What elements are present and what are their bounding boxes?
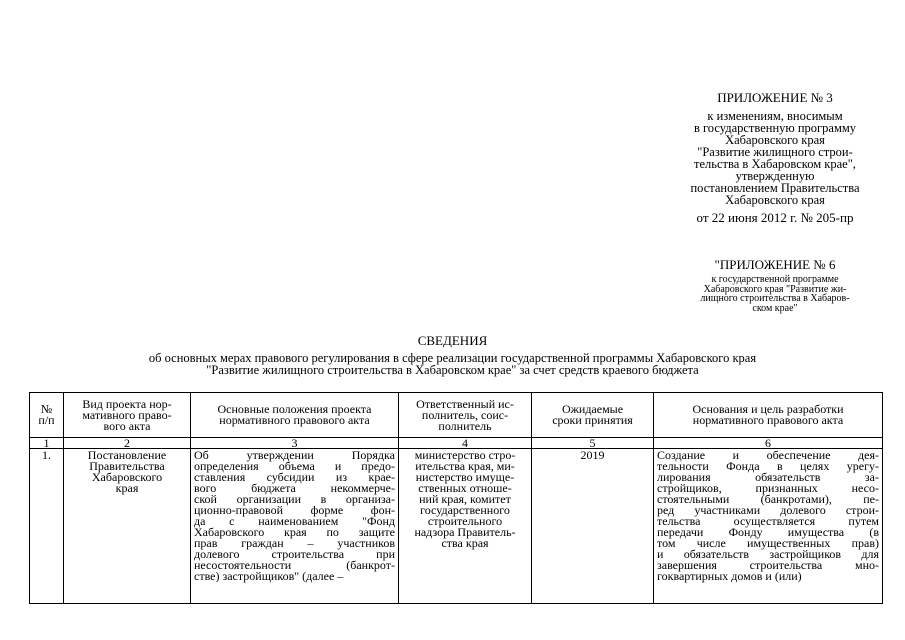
cell-line: стройщиков, признанных несо-	[657, 481, 879, 495]
heading-line: "Развитие жилищного строительства в Хабаровском крае" за счет средств краевого бюджета	[206, 363, 699, 377]
heading-line: об основных мерах правового регулирования в сфере реализации государственной программы Хабаровского края	[148, 351, 757, 365]
cell-line: стве) застройщиков" (далее –	[194, 569, 344, 583]
column-number: 4	[399, 438, 532, 449]
cell-line: лирования обязательств за-	[657, 470, 879, 484]
cell-line: ства края	[441, 536, 489, 550]
cell-line: ционно-правовой форме фон-	[194, 503, 395, 517]
row-responsible	[399, 449, 532, 604]
cell-line: Создание и обеспечение дея-	[657, 448, 879, 462]
appendix-line: в государственную программу	[693, 121, 857, 135]
heading-title: СВЕДЕНИЯ	[417, 333, 488, 348]
table-header-row	[30, 393, 883, 438]
cell-line: ред участниками долевого строи-	[657, 503, 879, 517]
cell-line: прав граждан – участников	[194, 536, 395, 550]
appendix-block	[680, 92, 870, 224]
cell-line: нистерство имуще-	[415, 470, 515, 484]
cell-line: надзора Правитель-	[414, 525, 516, 539]
cell-line: Постановление	[87, 448, 167, 462]
cell-line: стоятельными (банкротами), пе-	[657, 492, 879, 506]
appendix2-block	[680, 257, 870, 313]
cell-line: и обязательств застройщиков для	[657, 547, 879, 561]
cell-line: том числе имущественных прав)	[657, 536, 879, 550]
row-term: 2019	[532, 449, 654, 604]
column-number: 6	[654, 438, 883, 449]
document-heading	[0, 333, 905, 376]
cell-line: Хабаровского	[91, 470, 163, 484]
header-line: п/п	[38, 413, 55, 427]
cell-line: Об утверждении Порядка	[194, 448, 395, 462]
appendix-date: от 22 июня 2012 г. № 205-пр	[696, 210, 854, 225]
header-line: сроки принятия	[552, 413, 633, 427]
cell-line: тельства осуществляется путем	[657, 514, 879, 528]
column-number: 1	[30, 438, 64, 449]
appendix-title: ПРИЛОЖЕНИЕ № 3	[717, 90, 833, 105]
header-basis	[654, 393, 883, 438]
cell-line: ской организации в организа-	[194, 492, 395, 506]
cell-line: ственных отноше-	[418, 481, 512, 495]
cell-line: Хабаровского края по защите	[194, 525, 395, 539]
cell-line: завершения строительства мно-	[657, 558, 879, 572]
appendix2-line: Хабаровского края "Развитие жи-	[703, 283, 847, 295]
row-number: 1.	[30, 449, 64, 604]
appendix2-line: лищного строительства в Хабаров-	[700, 293, 850, 304]
header-terms	[532, 393, 654, 438]
appendix2-line: ском крае"	[752, 302, 798, 314]
header-line: вого акта	[103, 418, 151, 433]
appendix-line: "Развитие жилищного строи-	[697, 145, 853, 159]
table-row	[30, 449, 883, 604]
cell-line: передачи Фонду имущества (в	[657, 525, 879, 539]
cell-line: края	[115, 481, 139, 495]
header-line: нормативного правового акта	[692, 413, 844, 427]
appendix-line: утвержденную	[735, 169, 815, 183]
cell-line: ний края, комитет	[419, 492, 511, 506]
header-responsible	[399, 393, 532, 438]
appendix-line: к изменениям, вносимым	[707, 109, 843, 123]
header-line: Вид проекта нор-	[82, 396, 172, 411]
appendix-line: Хабаровского края	[725, 133, 825, 147]
cell-line: гоквартирных домов и (или)	[657, 569, 802, 583]
appendix-line: Хабаровского края	[725, 193, 825, 207]
column-number: 2	[64, 438, 191, 449]
header-line: Основания и цель разработки	[692, 402, 844, 416]
cell-line: вого бюджета некоммерче-	[194, 481, 395, 495]
cell-line: строительного	[427, 514, 503, 528]
cell-line: да с наименованием "Фонд	[194, 514, 395, 528]
column-number: 3	[191, 438, 399, 449]
cell-line: определения объема и предо-	[194, 459, 395, 473]
header-line: №	[40, 402, 53, 416]
cell-line: ительства края, ми-	[415, 459, 515, 473]
header-line: мативного право-	[82, 407, 172, 422]
column-number: 5	[532, 438, 654, 449]
header-line: Ожидаемые	[561, 402, 624, 416]
row-act-type	[64, 449, 191, 604]
cell-line: тельности Фонда в целях урегу-	[657, 459, 879, 473]
row-provisions	[191, 449, 399, 604]
cell-line: несостоятельности (банкрот-	[194, 558, 395, 572]
header-line: нормативного правового акта	[219, 413, 370, 427]
cell-line: министерство стро-	[414, 448, 516, 462]
appendix-line: постановлением Правительства	[690, 181, 860, 195]
header-number	[30, 393, 64, 438]
cell-line: ставления субсидии из крае-	[194, 470, 395, 484]
measures-table	[29, 392, 883, 604]
header-act-type	[64, 393, 191, 438]
cell-line: долевого строительства при	[194, 547, 395, 561]
header-provisions	[191, 393, 399, 438]
appendix2-title: "ПРИЛОЖЕНИЕ № 6	[714, 257, 836, 272]
appendix2-line: к государственной программе	[711, 274, 839, 285]
header-line: Ответственный ис-	[416, 396, 514, 411]
row-basis	[654, 449, 883, 604]
appendix-line: тельства в Хабаровском крае",	[694, 157, 856, 171]
header-line: полнитель	[438, 418, 492, 433]
cell-line: Правительства	[89, 459, 165, 473]
cell-line: государственного	[420, 503, 510, 517]
header-line: Основные положения проекта	[217, 402, 372, 416]
header-line: полнитель, соис-	[421, 407, 509, 422]
column-number-row	[30, 438, 883, 449]
